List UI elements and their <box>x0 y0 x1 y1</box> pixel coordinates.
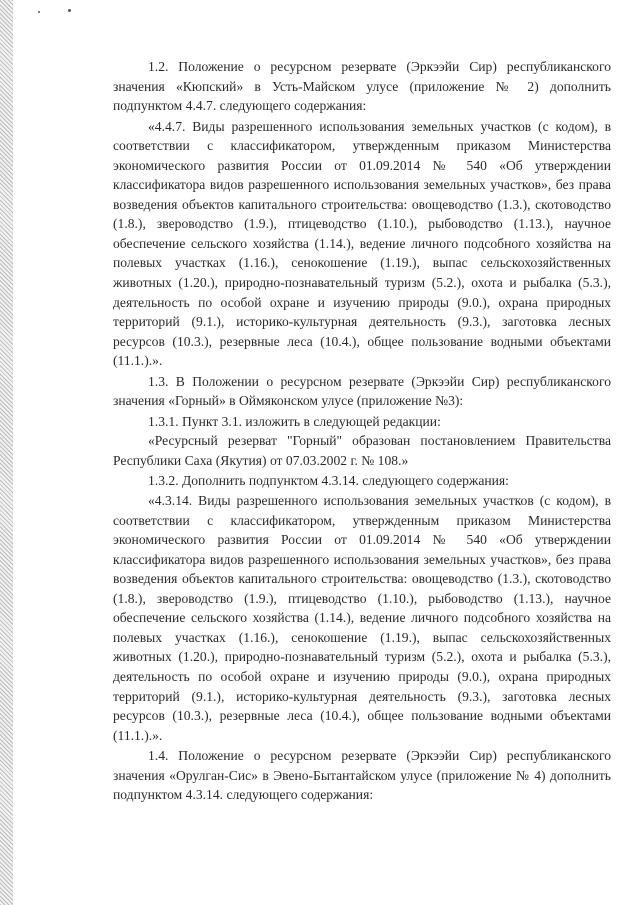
paragraph-1-2: 1.2. Положение о ресурсном резервате (Эркээйи Сир) республиканского значения «Кюпский» в Усть-Майском улусе (приложение № 2) дополнить подпунктом 4.4.7. следующего содержания: <box>113 59 611 114</box>
paragraph-1-3-1: 1.3.1. Пункт 3.1. изложить в следующей редакции: <box>148 413 441 429</box>
paragraph-4-4-7: «4.4.7. Виды разрешенного использования земельных участков (с кодом), в соответствии с классификатором, утвержденным приказом Министерства экономического развития России от 01.09.2014 № 540 «Об утверждении классификатора видов разрешенного использования земельных участков», без права возведения объектов капитального строительства: овощеводство (1.3.), скотоводство (1.8.), звероводство (1.9.), птицеводство (1.10.), рыбоводство (1.13.), научное обеспечение сельского хозяйства (1.14.), ведение личного подсобного хозяйства на полевых участках (1.16.), сенокошение (1.19.), выпас сельскохозяйственных животных (1.20.), природно-познавательный туризм (5.2.), охота и рыбалка (5.3.), деятельность по особой охране и изучению природы (9.0.), охрана природных территорий (9.1.), историко-культурная деятельность (9.3.), заготовка лесных ресурсов (10.3.), резервные леса (10.4.), общее пользование водными объектами (11.1.).». <box>113 118 611 369</box>
paragraph-1-4: 1.4. Положение о ресурсном резервате (Эркээйи Сир) республиканского значения «Орулган-Сис» в Эвено-Бытантайском улусе (приложение № 4) дополнить подпунктом 4.3.14. следующего содержания: <box>113 748 611 803</box>
scan-edge-artifact <box>0 0 13 905</box>
paragraph-1-3: 1.3. В Положении о ресурсном резервате (Эркээйи Сир) республиканского значения «Горный» в Оймяконском улусе (приложение №3): <box>113 373 611 409</box>
paragraph-1-3-2: 1.3.2. Дополнить подпунктом 4.3.14. следующего содержания: <box>148 473 509 489</box>
document-page <box>113 57 611 805</box>
scan-speck <box>68 9 71 12</box>
paragraph-4-3-14: «4.3.14. Виды разрешенного использования земельных участков (с кодом), в соответствии с классификатором, утвержденным приказом Министерства экономического развития России от 01.09.2014 № 540 «Об утверждении классификатора видов разрешенного использования земельных участков», без права возведения объектов капитального строительства: овощеводство (1.3.), скотоводство (1.8.), звероводство (1.9.), птицеводство (1.10.), рыбоводство (1.13.), научное обеспечение сельского хозяйства (1.14.), ведение личного подсобного хозяйства на полевых участках (1.16.), сенокошение (1.19.), выпас сельскохозяйственных животных (1.20.), природно-познавательный туризм (5.2.), охота и рыбалка (5.3.), деятельность по особой охране и изучению природы (9.0.), охрана природных территорий (9.1.), историко-культурная деятельность (9.3.), заготовка лесных ресурсов (10.3.), резервные леса (10.4.), общее пользование водными объектами (11.1.).». <box>113 493 611 743</box>
scan-speck <box>38 11 40 13</box>
paragraph-resource-reserve-gorny: «Ресурсный резерват "Горный" образован постановлением Правительства Республики Саха (Якутия) от 07.03.2002 г. № 108.» <box>113 433 611 468</box>
